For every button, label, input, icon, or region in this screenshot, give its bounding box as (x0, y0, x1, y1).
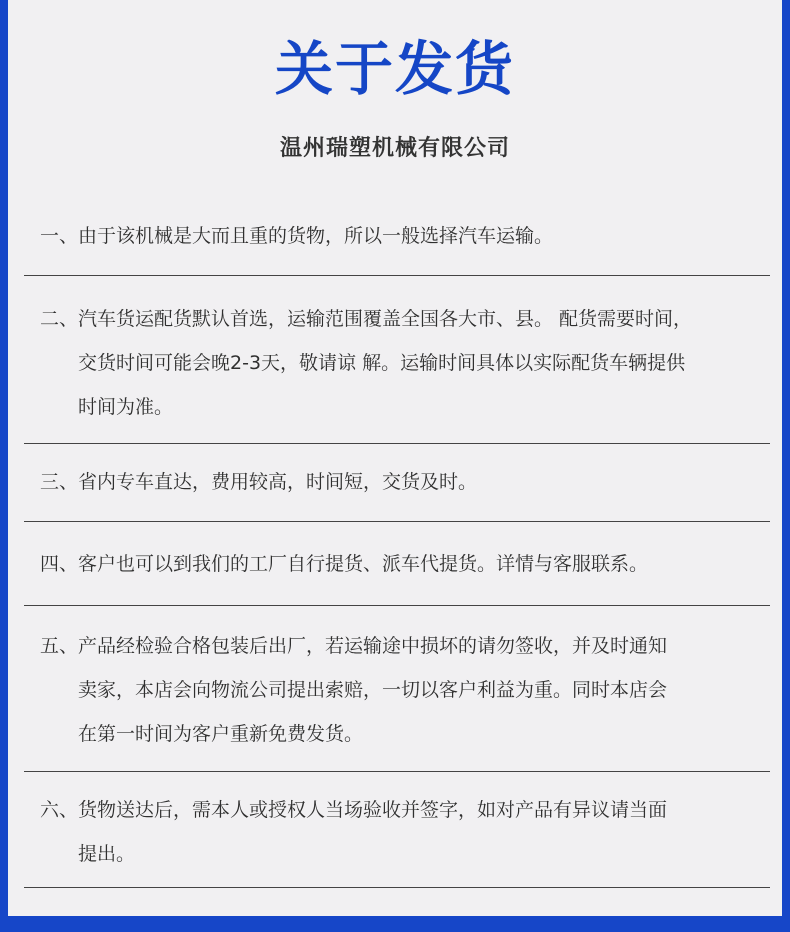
item-text-line: 在第一时间为客户重新免费发货。 (78, 723, 364, 745)
item-text-line: 货物送达后，需本人或授权人当场验收并签字，如对产品有异议请当面 (78, 799, 668, 821)
list-item-6 (40, 788, 774, 876)
shipping-info-panel (8, 0, 782, 916)
item-text-line: 卖家，本店会向物流公司提出索赔，一切以客户利益为重。同时本店会 (78, 679, 668, 701)
item-number: 一、 (40, 225, 79, 247)
divider (24, 605, 770, 606)
divider (24, 771, 770, 772)
item-number: 三、 (40, 471, 79, 493)
list-item-4 (40, 542, 774, 586)
item-number: 五、 (40, 635, 79, 657)
divider (24, 887, 770, 888)
company-name: 温州瑞塑机械有限公司 (279, 136, 510, 161)
item-text-line: 时间为准。 (78, 396, 174, 418)
divider (24, 443, 770, 444)
divider (24, 275, 770, 276)
list-item-1 (40, 214, 774, 258)
list-item-2 (40, 297, 774, 429)
item-number: 四、 (40, 553, 79, 575)
item-text-line: 由于该机械是大而且重的货物，所以一般选择汽车运输。 (78, 225, 554, 247)
item-text-line: 交货时间可能会晚2-3天，敬请谅 解。运输时间具体以实际配货车辆提供 (78, 352, 686, 374)
item-text-line: 产品经检验合格包装后出厂，若运输途中损坏的请勿签收，并及时通知 (78, 635, 668, 657)
item-text-line: 汽车货运配货默认首选，运输范围覆盖全国各大市、县。 配货需要时间， (78, 308, 693, 330)
list-item-3 (40, 460, 774, 504)
item-text-line: 省内专车直达，费用较高，时间短，交货及时。 (78, 471, 478, 493)
item-number: 二、 (40, 308, 79, 330)
item-number: 六、 (40, 799, 79, 821)
item-text-line: 客户也可以到我们的工厂自行提货、派车代提货。详情与客服联系。 (78, 553, 649, 575)
list-item-5 (40, 624, 774, 756)
item-text-line: 提出。 (78, 843, 136, 865)
divider (24, 521, 770, 522)
page-title: 关于发货 (274, 35, 515, 103)
